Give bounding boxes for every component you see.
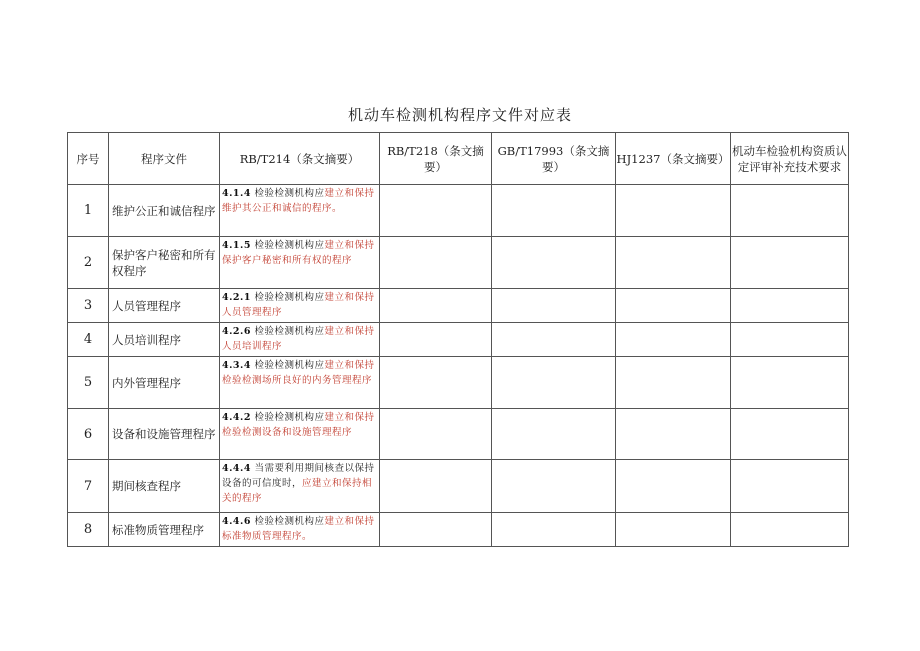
hj1237-cell <box>616 513 731 547</box>
document-title: 机动车检测机构程序文件对应表 <box>347 106 572 124</box>
extra-cell <box>731 513 849 547</box>
clause-highlight: 建立和保持维护其公正和诚信的程序。 <box>222 188 375 214</box>
row-number: 5 <box>68 357 109 409</box>
clause-text: 当需要利用期间核查以保持设备的可信度时， <box>222 463 375 489</box>
clause-ref: 4.4.2 <box>222 412 251 423</box>
clause-ref: 4.4.6 <box>222 516 251 527</box>
procedure-name: 保护客户秘密和所有权程序 <box>109 237 220 289</box>
clause-highlight: 建立和保持检验检测场所良好的内务管理程序 <box>222 360 375 386</box>
header-doc: 程序文件 <box>109 133 220 185</box>
clause-text: 检验检测机构应 <box>254 188 325 199</box>
clause-text: 检验检测机构应 <box>254 516 325 527</box>
table-row <box>68 289 849 323</box>
hj1237-cell <box>616 357 731 409</box>
rbt218-cell <box>380 289 492 323</box>
gbt17993-cell <box>492 409 616 460</box>
rbt214-excerpt <box>220 185 380 237</box>
clause-highlight: 应建立和保持相关的程序 <box>222 478 373 504</box>
clause-text: 检验检测机构应 <box>254 360 325 371</box>
row-number: 6 <box>68 409 109 460</box>
clause-text: 检验检测机构应 <box>254 292 325 303</box>
clause-ref: 4.3.4 <box>222 360 251 371</box>
hj1237-cell <box>616 185 731 237</box>
row-number: 3 <box>68 289 109 323</box>
rbt218-cell <box>380 409 492 460</box>
extra-cell <box>731 237 849 289</box>
clause-highlight: 建立和保持保护客户秘密和所有权的程序 <box>222 240 375 266</box>
rbt214-excerpt <box>220 289 380 323</box>
hj1237-cell <box>616 323 731 357</box>
header-no: 序号 <box>68 133 109 185</box>
row-number: 7 <box>68 460 109 513</box>
procedure-table <box>67 132 849 547</box>
extra-cell <box>731 357 849 409</box>
clause-ref: 4.4.4 <box>222 463 251 474</box>
hj1237-cell <box>616 237 731 289</box>
gbt17993-cell <box>492 323 616 357</box>
rbt218-cell <box>380 460 492 513</box>
row-number: 1 <box>68 185 109 237</box>
rbt214-excerpt <box>220 513 380 547</box>
rbt218-cell <box>380 323 492 357</box>
table-row <box>68 323 849 357</box>
rbt214-excerpt <box>220 357 380 409</box>
header-rbt218: RB/T218（条文摘要） <box>380 133 492 185</box>
rbt214-excerpt <box>220 237 380 289</box>
gbt17993-cell <box>492 460 616 513</box>
header-row <box>68 133 849 185</box>
header-rbt214: RB/T214（条文摘要） <box>220 133 380 185</box>
clause-highlight: 建立和保持人员管理程序 <box>222 292 375 318</box>
extra-cell <box>731 323 849 357</box>
rbt218-cell <box>380 237 492 289</box>
clause-highlight: 建立和保持标准物质管理程序。 <box>222 516 375 542</box>
rbt218-cell <box>380 357 492 409</box>
table-row <box>68 513 849 547</box>
rbt218-cell <box>380 185 492 237</box>
table-row <box>68 460 849 513</box>
gbt17993-cell <box>492 513 616 547</box>
row-number: 4 <box>68 323 109 357</box>
clause-ref: 4.2.6 <box>222 326 251 337</box>
row-number: 8 <box>68 513 109 547</box>
clause-ref: 4.2.1 <box>222 292 251 303</box>
rbt218-cell <box>380 513 492 547</box>
procedure-name: 人员培训程序 <box>109 323 220 357</box>
clause-highlight: 建立和保持检验检测设备和设施管理程序 <box>222 412 375 438</box>
clause-text: 检验检测机构应 <box>254 326 325 337</box>
clause-text: 检验检测机构应 <box>254 412 325 423</box>
row-number: 2 <box>68 237 109 289</box>
extra-cell <box>731 409 849 460</box>
clause-highlight: 建立和保持人员培训程序 <box>222 326 375 352</box>
table-row <box>68 237 849 289</box>
procedure-name: 期间核查程序 <box>109 460 220 513</box>
procedure-name: 人员管理程序 <box>109 289 220 323</box>
gbt17993-cell <box>492 357 616 409</box>
gbt17993-cell <box>492 289 616 323</box>
clause-ref: 4.1.4 <box>222 188 251 199</box>
gbt17993-cell <box>492 237 616 289</box>
header-gbt17993: GB/T17993（条文摘要） <box>492 133 616 185</box>
gbt17993-cell <box>492 185 616 237</box>
hj1237-cell <box>616 409 731 460</box>
table-row <box>68 409 849 460</box>
rbt214-excerpt <box>220 460 380 513</box>
table-row <box>68 357 849 409</box>
extra-cell <box>731 185 849 237</box>
hj1237-cell <box>616 460 731 513</box>
clause-text: 检验检测机构应 <box>254 240 325 251</box>
procedure-name: 维护公正和诚信程序 <box>109 185 220 237</box>
header-hj1237: HJ1237（条文摘要） <box>616 133 731 185</box>
rbt214-excerpt <box>220 323 380 357</box>
table-row <box>68 185 849 237</box>
procedure-name: 标准物质管理程序 <box>109 513 220 547</box>
clause-ref: 4.1.5 <box>222 240 251 251</box>
hj1237-cell <box>616 289 731 323</box>
extra-cell <box>731 289 849 323</box>
procedure-name: 内外管理程序 <box>109 357 220 409</box>
header-extra: 机动车检验机构资质认定评审补充技术要求 <box>731 133 849 185</box>
extra-cell <box>731 460 849 513</box>
procedure-name: 设备和设施管理程序 <box>109 409 220 460</box>
rbt214-excerpt <box>220 409 380 460</box>
